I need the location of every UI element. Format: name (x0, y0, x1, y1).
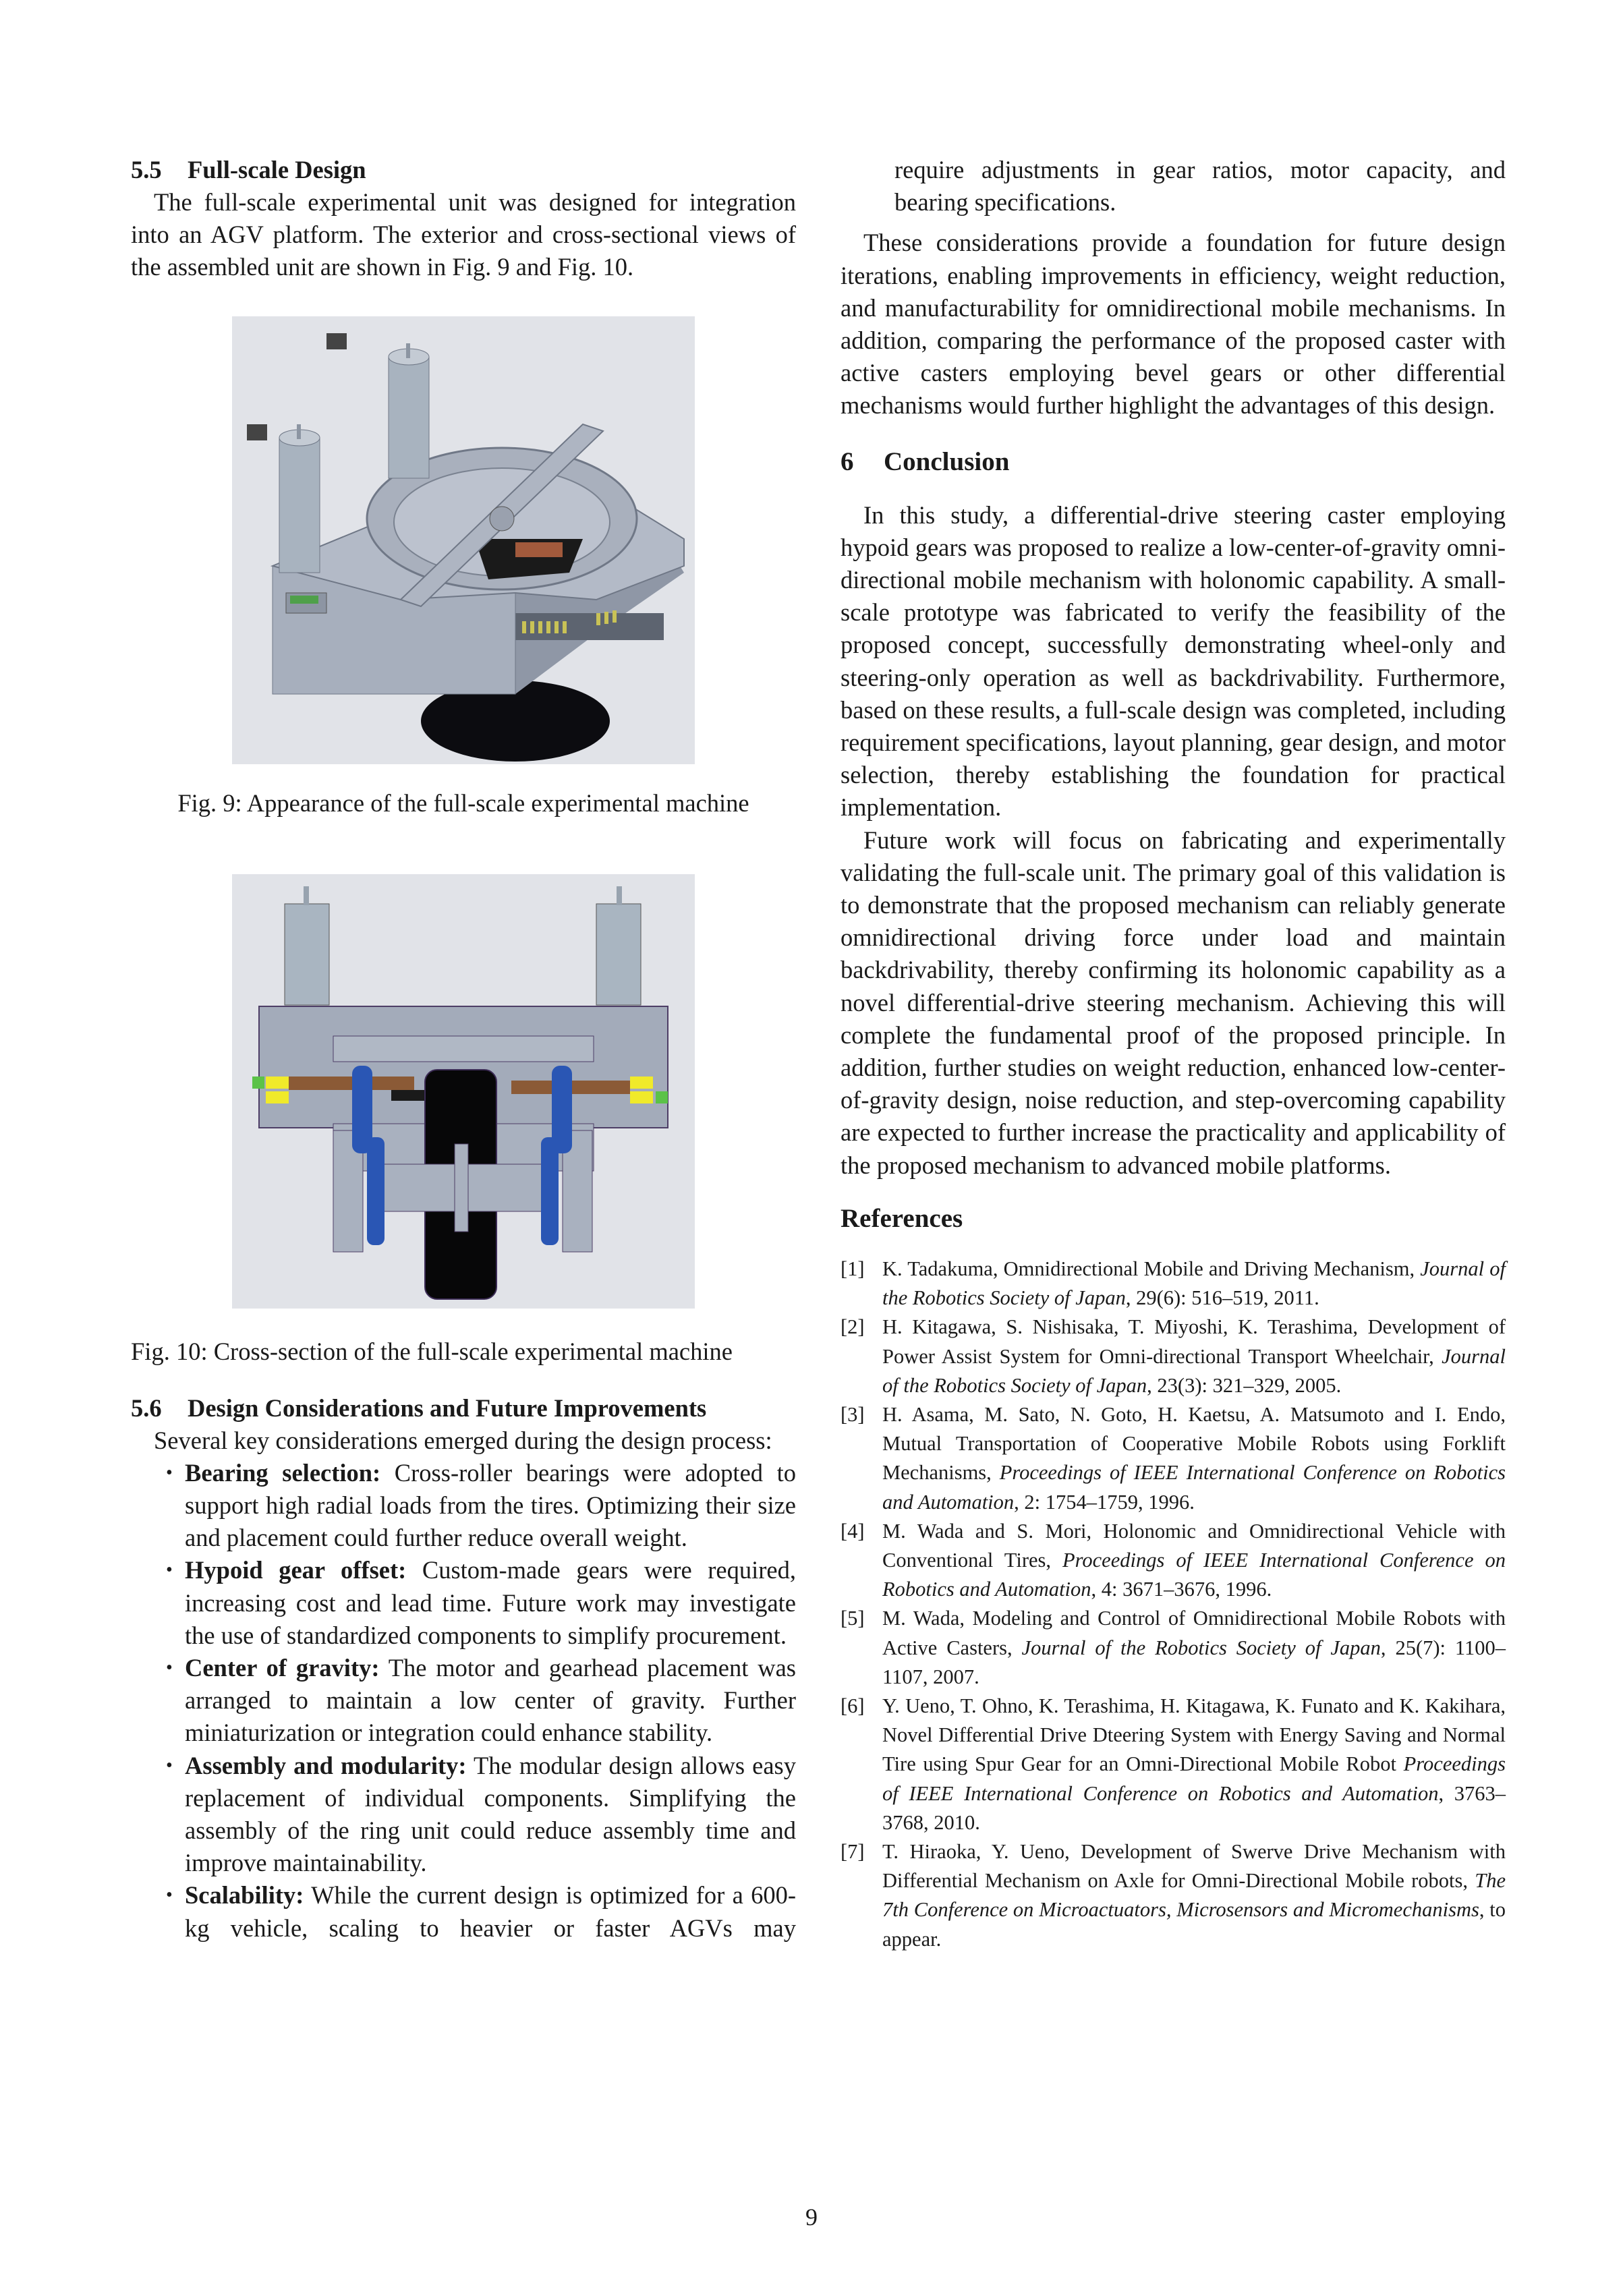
bullet-assembly-modularity: • Assembly and modularity: The modular design allows easy replacement of individual components. Simplifying the assembly of the ring unit could reduce assembly time and improve maintainability. (131, 1750, 796, 1880)
figure-9-caption: Fig. 9: Appearance of the full-scale experimental machine (177, 788, 749, 817)
figure-10-image (232, 874, 695, 1309)
bullet-scalability: • Scalability: While the current design is optimized for a 600-kg vehicle, scaling to heavier or faster AGVs may (131, 1879, 796, 1944)
reference-item: [5] M. Wada, Modeling and Control of Omnidirectional Mobile Robots with Active Casters, Journal of the Robotics Society of Japan, 25(7): 1100–1107, 2007. (841, 1607, 1506, 1688)
page-number: 9 (805, 2204, 818, 2231)
section-heading-5-6: 5.6 Design Considerations and Future Improvements (131, 1394, 707, 1422)
section-heading-5-5: 5.5 Full-scale Design (131, 156, 366, 183)
conclusion-paragraph-2: Future work will focus on fabricating and experimentally validating the full-scale unit. The primary goal of this validation is to demonstrate that the proposed mechanism can reliably generate omnidirectional driving force under load and maintain backdrivability, thereby confirming its holonomic capability as a novel differential-drive steering mechanism. Achieving this will complete the fundamental proof of the proposed principle. In addition, further studies on weight reduction, enhanced low-center-of-gravity design, noise reduction, and step-overcoming capability are expected to further increase the practicality and applicability of the proposed mechanism to advanced mobile platforms. (841, 826, 1506, 1179)
considerations-closing-paragraph: These considerations provide a foundation for future design iterations, enabling improvements in efficiency, weight reduction, and manufacturability for omnidirectional mobile mechanisms. In addition, comparing the performance of the proposed caster with active casters employing bevel gears or other differential mechanisms would further highlight the advantages of this design. (841, 229, 1506, 420)
bullet-icon: • (166, 1559, 173, 1581)
bullet-hypoid-gear-offset: • Hypoid gear offset: Custom-made gears were required, increasing cost and lead time. Future work may investigate the use of standardized components to simplify procurement. (131, 1554, 796, 1652)
reference-item: [2] H. Kitagawa, S. Nishisaka, T. Miyoshi, K. Terashima, Development of Power Assist System for Omni-directional Transport Wheelchair, Journal of the Robotics Society of Japan, 23(3): 321–329, 2005. (841, 1315, 1506, 1397)
bullet-icon: • (166, 1462, 173, 1483)
reference-item: [6] Y. Ueno, T. Ohno, K. Terashima, H. Kitagawa, K. Funato and K. Kakihara, Novel Differential Drive Dteering System with Energy Saving and Normal Tire using Spur Gear for an Omni-Directional Mobile Robot Proceedings of IEEE International Conference on Robotics and Automation, 3763–3768, 2010. (841, 1694, 1506, 1834)
full-scale-design-paragraph: The full-scale experimental unit was designed for integration into an AGV platform. The exterior and cross-sectional views of the assembled unit are shown in Fig. 9 and Fig. 10. (131, 188, 796, 281)
figure-9-image (232, 316, 695, 764)
references-heading: References (841, 1203, 963, 1233)
bullet-icon: • (166, 1657, 173, 1679)
reference-item: [1] K. Tadakuma, Omnidirectional Mobile and Driving Mechanism, Journal of the Robotics Society of Japan, 29(6): 516–519, 2011. (841, 1257, 1506, 1310)
scalability-continuation: require adjustments in gear ratios, motor capacity, and bearing specifications. (894, 156, 1506, 217)
conclusion-paragraph-1: In this study, a differential-drive steering caster employing hypoid gears was proposed to realize a low-center-of-gravity omni-directional mobile mechanism with holonomic capability. A small-scale prototype was fabricated to verify the feasibility of the proposed concept, successfully demonstrating wheel-only and steering-only operation as well as backdrivability. Furthermore, based on these results, a full-scale design was completed, including requirement specifications, layout planning, gear design, and motor selection, thereby establishing the foundation for practical implementation. (841, 500, 1506, 822)
left-column (131, 154, 796, 1945)
figure-10-caption: Fig. 10: Cross-section of the full-scale experimental machine (131, 1337, 733, 1365)
bullet-icon: • (166, 1754, 173, 1776)
reference-item: [3] H. Asama, M. Sato, N. Goto, H. Kaetsu, A. Matsumoto and I. Endo, Mutual Transportation of Cooperative Mobile Robots using Forklift Mechanisms, Proceedings of IEEE International Conference on Robotics and Automation, 2: 1754–1759, 1996. (841, 1402, 1506, 1514)
caster-cross-section-drawing (232, 874, 695, 1309)
bullet-bearing-selection: • Bearing selection: Cross-roller bearings were adopted to support high radial loads from the tires. Optimizing their size and placement could further reduce overall weight. (131, 1457, 796, 1555)
right-column (841, 154, 1506, 1954)
caster-exterior-render (232, 316, 695, 764)
bullet-center-of-gravity: • Center of gravity: The motor and gearhead placement was arranged to maintain a low center of gravity. Further miniaturization or integration could enhance stability. (131, 1652, 796, 1750)
section-heading-6: 6 Conclusion (841, 447, 1010, 476)
design-considerations-list (131, 1457, 796, 1945)
references-list (841, 1255, 1506, 1954)
reference-item: [4] M. Wada and S. Mori, Holonomic and Omnidirectional Vehicle with Conventional Tires, Proceedings of IEEE International Conference on Robotics and Automation, 4: 3671–3676, 1996. (841, 1519, 1506, 1601)
design-considerations-intro: Several key considerations emerged during the design process: (154, 1426, 772, 1454)
reference-item: [7] T. Hiraoka, Y. Ueno, Development of Swerve Drive Mechanism with Differential Mechanism on Axle for Omni-Directional Mobile robots, The 7th Conference on Microactuators, Microsensors and Micromechanisms, to appear. (841, 1839, 1506, 1951)
bullet-icon: • (166, 1885, 173, 1906)
